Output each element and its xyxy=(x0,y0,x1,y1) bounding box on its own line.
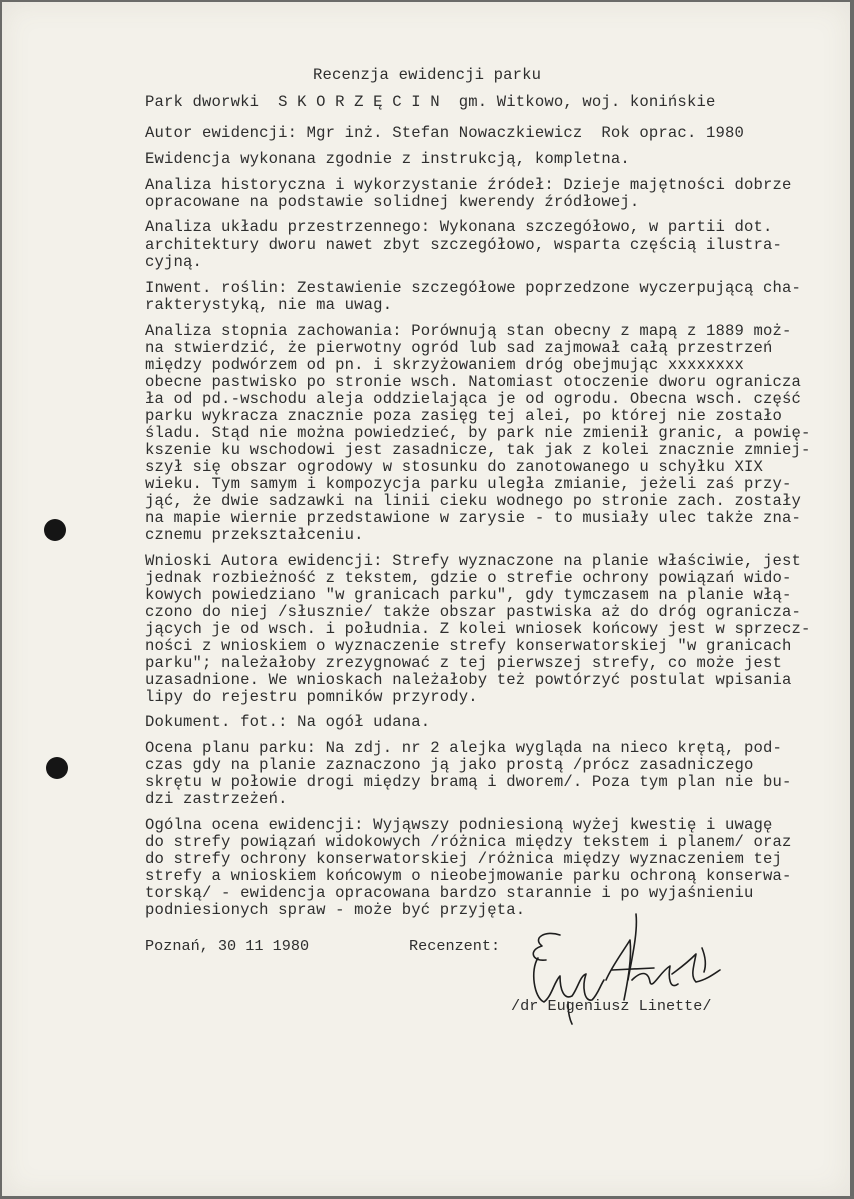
document-title: Recenzja ewidencji parku xyxy=(313,66,542,84)
text-line: Analiza układu przestrzennego: Wykonana szczegółowo, w partii dot. xyxy=(145,218,773,236)
text-line: Inwent. roślin: Zestawienie szczegółowe poprzedzone wyczerpującą cha- xyxy=(145,279,802,297)
text-line: Ewidencja wykonana zgodnie z instrukcją, kompletna. xyxy=(145,150,630,168)
text-line: architektury dworu nawet zbyt szczegółowo, wsparta częścią ilustra- xyxy=(145,236,783,254)
text-line: Ogólna ocena ewidencji: Wyjąwszy podniesioną wyżej kwestię i uwagę xyxy=(145,816,773,834)
text-line: parku"; należałoby zrezygnować z tej pierwszej strefy, co może jest xyxy=(145,654,783,672)
text-line: obecne pastwisko po stronie wsch. Natomiast otoczenie dworu ogranicza xyxy=(145,373,802,391)
text-line: między podwórzem od pn. i skrzyżowaniem dróg obejmując xxxxxxxx xyxy=(145,356,744,374)
text-line: jednak rozbieżność z tekstem, gdzie o strefie ochrony powiązań wido- xyxy=(145,569,792,587)
text-line: Dokument. fot.: Na ogół udana. xyxy=(145,713,431,731)
text-line: ności z wnioskiem o wyznaczenie strefy konserwatorskiej "w granicach xyxy=(145,637,792,655)
text-line: uzasadnione. We wnioskach należałoby też powtórzyć postulat wpisania xyxy=(145,671,792,689)
text-line: cyjną. xyxy=(145,253,203,271)
text-line: parku wykracza znacznie poza zasięg tej alei, po której nie zostało xyxy=(145,407,783,425)
text-line: kowych powiedziano "w granicach parku", gdy tymczasem na planie włą- xyxy=(145,586,792,604)
text-line: wieku. Tym samym i kompozycja parku uległa zmianie, jeżeli zaś przy- xyxy=(145,475,792,493)
text-line: lipy do rejestru pomników przyrody. xyxy=(145,688,478,706)
text-line: Analiza stopnia zachowania: Porównują stan obecny z mapą z 1889 moż- xyxy=(145,322,792,340)
text-line: rakterystyką, nie ma uwag. xyxy=(145,296,393,314)
text-line: podniesionych spraw - może być przyjęta. xyxy=(145,901,526,919)
text-line: czono do niej /słusznie/ także obszar pastwiska aż do dróg ogranicza- xyxy=(145,603,802,621)
text-line: jąć, że dwie sadzawki na linii cieku wodnego po stronie zach. zostały xyxy=(145,492,802,510)
text-line: opracowane na podstawie solidnej kwerendy źródłowej. xyxy=(145,193,640,211)
punch-hole xyxy=(46,757,68,779)
punch-hole xyxy=(44,519,66,541)
reviewer-name: /dr Eugeniusz Linette/ xyxy=(511,997,712,1015)
document-page xyxy=(2,2,850,1196)
text-line: cznemu przekształceniu. xyxy=(145,526,364,544)
text-line: torską/ - ewidencja opracowana bardzo starannie i po wyjaśnieniu xyxy=(145,884,754,902)
text-line: ła od pd.-wschodu aleja oddzielająca je od ogrodu. Obecna wsch. część xyxy=(145,390,802,408)
text-line: jących je od wsch. i południa. Z kolei wniosek końcowy jest w sprzecz- xyxy=(145,620,811,638)
text-line: kszenie ku wschodowi jest zasadnicze, tak jak z kolei znacznie zmniej- xyxy=(145,441,811,459)
text-line: strefy a wnioskiem końcowym o nieobejmowanie parku ochroną konserwa- xyxy=(145,867,792,885)
reviewer-label: Recenzent: xyxy=(409,937,501,955)
text-line: szył się obszar ogrodowy w stosunku do zanotowanego u schyłku XIX xyxy=(145,458,764,476)
text-line: Autor ewidencji: Mgr inż. Stefan Nowaczkiewicz Rok oprac. 1980 xyxy=(145,124,744,142)
text-line: Ocena planu parku: Na zdj. nr 2 alejka wygląda na nieco krętą, pod- xyxy=(145,739,783,757)
text-line: skrętu w połowie drogi między bramą i dworem/. Poza tym plan nie bu- xyxy=(145,773,792,791)
text-line: dzi zastrzeżeń. xyxy=(145,790,288,808)
text-line: Analiza historyczna i wykorzystanie źródeł: Dzieje majętności dobrze xyxy=(145,176,792,194)
place-date: Poznań, 30 11 1980 xyxy=(145,937,310,955)
text-line: do strefy ochrony konserwatorskiej /różnica między wyznaczeniem tej xyxy=(145,850,783,868)
text-line: Park dworwki S K O R Z Ę C I N gm. Witkowo, woj. konińskie xyxy=(145,93,716,111)
text-line: czas gdy na planie zaznaczono ją jako prostą /prócz zasadniczego xyxy=(145,756,754,774)
text-line: Wnioski Autora ewidencji: Strefy wyznaczone na planie właściwie, jest xyxy=(145,552,802,570)
text-line: do strefy powiązań widokowych /różnica między tekstem i planem/ oraz xyxy=(145,833,792,851)
text-line: na stwierdzić, że pierwotny ogród lub sad zajmował całą przestrzeń xyxy=(145,339,773,357)
text-line: na mapie wiernie przedstawione w zarysie - to musiały ulec także zna- xyxy=(145,509,802,527)
text-line: śladu. Stąd nie można powiedzieć, by park nie zmienił granic, a powię- xyxy=(145,424,811,442)
